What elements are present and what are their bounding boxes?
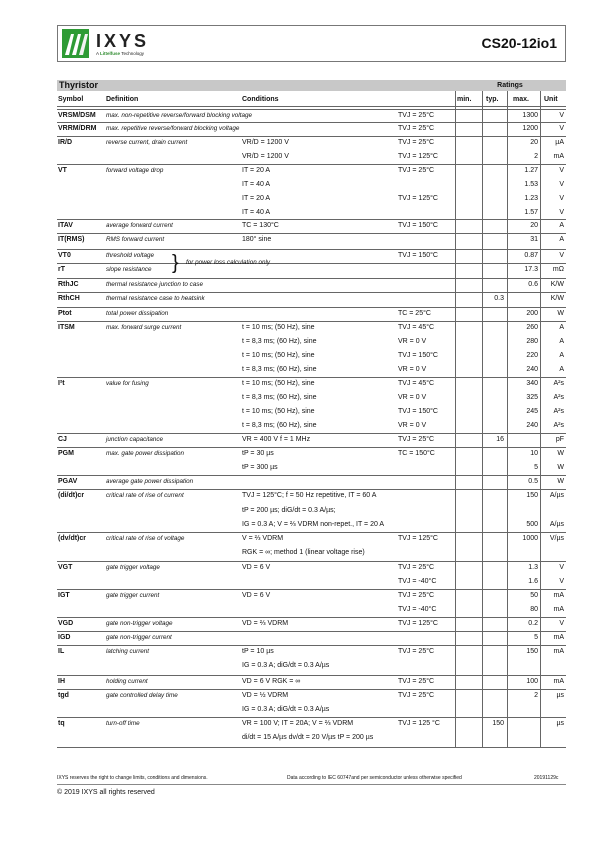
col-typ: typ. (486, 96, 499, 103)
row-definition: slope resistance (106, 266, 152, 273)
row-max: 500 (526, 521, 538, 528)
row-condition: V = ⅔ VDRM (242, 535, 284, 542)
row-condition: tP = 10 µs (242, 648, 274, 655)
row-definition: total power dissipation (106, 310, 169, 317)
row-symbol: VT (58, 167, 67, 174)
row-max: 2 (534, 153, 538, 160)
row-condition: tP = 30 µs (242, 450, 274, 457)
row-divider (57, 532, 566, 533)
row-symbol: IT(RMS) (58, 236, 85, 243)
row-divider (57, 489, 566, 490)
row-unit: mA (553, 606, 564, 613)
row-symbol: ITSM (58, 324, 75, 331)
row-max: 0.87 (524, 252, 538, 259)
row-condition-2: TVJ = 125°C (398, 153, 438, 160)
row-divider (57, 475, 566, 476)
column-divider (507, 91, 508, 747)
row-definition: max. non-repetitive reverse/forward blocking voltage (106, 112, 252, 119)
row-unit: pF (555, 436, 564, 443)
row-divider (57, 292, 566, 293)
row-symbol: VGT (58, 564, 73, 571)
row-definition: max. gate power dissipation (106, 450, 185, 457)
row-unit: A (559, 366, 564, 373)
row-divider (57, 321, 566, 322)
row-unit: µA (555, 139, 564, 146)
row-condition: VR/D = 1200 V (242, 153, 289, 160)
row-divider (57, 307, 566, 308)
row-unit: A²s (553, 394, 564, 401)
row-symbol: IH (58, 678, 65, 685)
row-max: 1.27 (524, 167, 538, 174)
row-max: 325 (526, 394, 538, 401)
row-unit: A (559, 222, 564, 229)
row-condition-2: TVJ = 25°C (398, 436, 435, 443)
row-max: 1.57 (524, 209, 538, 216)
row-divider (57, 689, 566, 690)
row-divider (57, 233, 566, 234)
row-symbol: PGAV (58, 478, 78, 485)
row-unit: K/W (550, 295, 564, 302)
row-condition: VD = ⅔ VDRM (242, 620, 289, 627)
row-condition: IG = 0.3 A; V = ⅔ VDRM non-repet., IT = 20 A (242, 521, 385, 528)
row-unit: A (559, 324, 564, 331)
row-divider (57, 561, 566, 562)
row-divider (57, 589, 566, 590)
row-max: 260 (526, 324, 538, 331)
row-unit: V (559, 112, 564, 119)
row-max: 1200 (522, 125, 538, 132)
row-unit: V (559, 578, 564, 585)
row-definition: threshold voltage (106, 252, 154, 259)
row-unit: A/µs (549, 492, 564, 499)
row-max: 0.5 (528, 478, 538, 485)
row-condition: IG = 0.3 A; diG/dt = 0.3 A/µs (242, 662, 330, 669)
table-border (57, 106, 566, 107)
row-symbol: IR/D (58, 139, 72, 146)
brand-name: IXYS (96, 31, 150, 51)
row-divider (57, 164, 566, 165)
row-divider (57, 109, 566, 110)
header (57, 25, 566, 62)
row-symbol: (dv/dt)cr (58, 535, 86, 542)
table-border (57, 747, 566, 748)
footer-disclaimer: IXYS reserves the right to change limits, conditions and dimensions. (57, 775, 208, 781)
row-condition-2: TVJ = 25°C (398, 167, 435, 174)
row-condition-2: TVJ = 45°C (398, 380, 435, 387)
row-max: 1.23 (524, 195, 538, 202)
row-condition: t = 8,3 ms; (60 Hz), sine (242, 422, 317, 429)
row-divider (57, 675, 566, 676)
row-max: 0.6 (528, 281, 538, 288)
row-symbol: tq (58, 720, 65, 727)
row-unit: A²s (553, 380, 564, 387)
row-max: 150 (526, 492, 538, 499)
row-condition: IG = 0.3 A; diG/dt = 0.3 A/µs (242, 706, 330, 713)
row-unit: V (559, 620, 564, 627)
row-condition: t = 10 ms; (50 Hz), sine (242, 380, 315, 387)
row-definition: gate non-trigger current (106, 634, 172, 641)
row-condition-2: TVJ = 25°C (398, 564, 435, 571)
row-unit: mΩ (552, 266, 564, 273)
row-max: 200 (526, 310, 538, 317)
row-unit: W (557, 310, 564, 317)
row-condition-2: TVJ = 150°C (398, 252, 438, 259)
row-unit: µs (556, 692, 564, 699)
row-condition-2: TVJ = 25°C (398, 112, 435, 119)
row-condition-2: TVJ = 25°C (398, 125, 435, 132)
row-divider (57, 219, 566, 220)
col-min: min. (457, 96, 472, 103)
row-symbol: RthCH (58, 295, 80, 302)
row-symbol: IGT (58, 592, 70, 599)
row-unit: K/W (550, 281, 564, 288)
col-unit: Unit (544, 96, 558, 103)
row-max: 1.6 (528, 578, 538, 585)
row-condition: t = 8,3 ms; (60 Hz), sine (242, 338, 317, 345)
row-max: 1300 (522, 112, 538, 119)
row-condition-2: TVJ = 25°C (398, 592, 435, 599)
row-unit: V/µs (549, 535, 564, 542)
row-condition: IT = 20 A (242, 167, 271, 174)
footer-code: 20191129c (534, 775, 559, 781)
row-unit: A (559, 352, 564, 359)
row-condition: tP = 200 µs; diG/dt = 0.3 A/µs; (242, 507, 336, 514)
row-typ: 150 (492, 720, 504, 727)
row-divider (57, 136, 566, 137)
row-symbol: ITAV (58, 222, 73, 229)
row-max: 20 (530, 139, 538, 146)
row-condition: VD = ½ VDRM (242, 692, 289, 699)
row-definition: average forward current (106, 222, 173, 229)
col-max: max. (513, 96, 529, 103)
row-max: 1.3 (528, 564, 538, 571)
row-condition-2: TVJ = 25°C (398, 139, 435, 146)
row-unit: W (557, 450, 564, 457)
row-symbol: CJ (58, 436, 67, 443)
row-divider (57, 278, 566, 279)
row-condition: t = 10 ms; (50 Hz), sine (242, 408, 315, 415)
row-definition: value for fusing (106, 380, 149, 387)
row-definition: junction capacitance (106, 436, 164, 443)
row-definition: gate non-trigger voltage (106, 620, 173, 627)
row-unit: mA (553, 153, 564, 160)
row-max: 50 (530, 592, 538, 599)
row-symbol: Ptot (58, 310, 72, 317)
row-unit: µs (556, 720, 564, 727)
row-condition: RGK = ∞; method 1 (linear voltage rise) (242, 549, 365, 556)
col-symbol: Symbol (58, 96, 84, 103)
row-condition-2: TC = 150°C (398, 450, 435, 457)
ixys-logo-icon (62, 29, 89, 58)
row-condition: tP = 300 µs (242, 464, 278, 471)
row-unit: A²s (553, 408, 564, 415)
row-definition: max. repetitive reverse/forward blocking voltage (106, 125, 240, 132)
row-condition-2: VR = 0 V (398, 422, 427, 429)
row-symbol: VRRM/DRM (58, 125, 97, 132)
row-symbol: (di/dt)cr (58, 492, 85, 499)
row-max: 150 (526, 648, 538, 655)
row-divider (57, 263, 566, 264)
row-condition: t = 10 ms; (50 Hz), sine (242, 324, 315, 331)
row-definition: thermal resistance junction to case (106, 281, 203, 288)
row-symbol: RthJC (58, 281, 79, 288)
row-unit: mA (553, 634, 564, 641)
row-max: 245 (526, 408, 538, 415)
col-definition: Definition (106, 96, 139, 103)
row-definition: max. forward surge current (106, 324, 182, 331)
row-condition-2: TC = 25°C (398, 310, 431, 317)
row-max: 20 (530, 222, 538, 229)
row-definition: turn-off time (106, 720, 140, 727)
row-condition: 180° sine (242, 236, 272, 243)
row-max: 1.53 (524, 181, 538, 188)
row-unit: A (559, 236, 564, 243)
row-condition-2: VR = 0 V (398, 394, 427, 401)
row-unit: V (559, 252, 564, 259)
row-symbol: IL (58, 648, 65, 655)
brace: } (172, 252, 179, 274)
column-divider (455, 91, 456, 747)
row-symbol: IGD (58, 634, 71, 641)
row-divider (57, 617, 566, 618)
row-condition-2: VR = 0 V (398, 366, 427, 373)
row-typ: 16 (496, 436, 504, 443)
row-divider (57, 433, 566, 434)
row-unit: V (559, 564, 564, 571)
row-condition-2: TVJ = 150°C (398, 408, 438, 415)
brand-tagline: A Littelfuse Technology (96, 51, 144, 56)
row-divider (57, 447, 566, 448)
row-definition: gate trigger voltage (106, 564, 160, 571)
row-condition: VD = 6 V (242, 592, 271, 599)
row-max: 340 (526, 380, 538, 387)
row-definition: reverse current, drain current (106, 139, 188, 146)
row-condition: t = 10 ms; (50 Hz), sine (242, 352, 315, 359)
row-condition-2: TVJ = -40°C (398, 606, 437, 613)
part-number: CS20-12io1 (481, 35, 557, 51)
footer-standard: Data according to IEC 60747and per semiconductor unless otherwise specified (287, 775, 462, 781)
row-unit: V (559, 195, 564, 202)
row-unit: A/µs (549, 521, 564, 528)
row-definition: critical rate of rise of current (106, 492, 184, 499)
row-symbol: rT (58, 266, 65, 273)
row-definition: latching current (106, 648, 150, 655)
row-condition-2: TVJ = 25°C (398, 692, 435, 699)
row-unit: W (557, 464, 564, 471)
row-condition: TC = 130°C (242, 222, 279, 229)
row-max: 220 (526, 352, 538, 359)
row-definition: holding current (106, 678, 148, 685)
row-condition-2: TVJ = 125 °C (398, 720, 440, 727)
row-max: 80 (530, 606, 538, 613)
row-divider (57, 377, 566, 378)
row-condition-2: TVJ = 45°C (398, 324, 435, 331)
row-condition: IT = 20 A (242, 195, 271, 202)
row-condition: VD = 6 V RGK = ∞ (242, 678, 301, 685)
row-condition-2: TVJ = -40°C (398, 578, 437, 585)
ratings-label: Ratings (497, 82, 523, 89)
row-divider (57, 122, 566, 123)
row-condition-2: TVJ = 25°C (398, 678, 435, 685)
row-definition: gate controlled delay time (106, 692, 178, 699)
column-divider (482, 91, 483, 747)
row-symbol: VGD (58, 620, 74, 627)
row-divider (57, 645, 566, 646)
row-condition-2: TVJ = 125°C (398, 620, 438, 627)
row-unit: V (559, 167, 564, 174)
row-definition: gate trigger current (106, 592, 160, 599)
row-unit: V (559, 209, 564, 216)
row-max: 100 (526, 678, 538, 685)
row-unit: mA (553, 678, 564, 685)
row-condition-2: VR = 0 V (398, 338, 427, 345)
row-definition: critical rate of rise of voltage (106, 535, 185, 542)
row-condition: t = 8,3 ms; (60 Hz), sine (242, 394, 317, 401)
row-unit: W (557, 478, 564, 485)
row-divider (57, 631, 566, 632)
row-max: 10 (530, 450, 538, 457)
row-max: 31 (530, 236, 538, 243)
row-max: 0.2 (528, 620, 538, 627)
footer-divider (57, 784, 566, 785)
row-condition-2: TVJ = 150°C (398, 222, 438, 229)
row-max: 1000 (522, 535, 538, 542)
row-divider (57, 717, 566, 718)
row-definition: thermal resistance case to heatsink (106, 295, 205, 302)
col-conditions: Conditions (242, 96, 279, 103)
row-max: 2 (534, 692, 538, 699)
row-max: 17.3 (524, 266, 538, 273)
row-unit: V (559, 125, 564, 132)
row-symbol: PGM (58, 450, 74, 457)
row-unit: A (559, 338, 564, 345)
row-condition: TVJ = 125°C; f = 50 Hz repetitive, IT = 60 A (242, 492, 377, 499)
row-max: 280 (526, 338, 538, 345)
row-max: 240 (526, 422, 538, 429)
column-divider (540, 91, 541, 747)
row-max: 240 (526, 366, 538, 373)
row-divider (57, 249, 566, 250)
row-condition: di/dt = 15 A/µs dv/dt = 20 V/µs tP = 200 µs (242, 734, 374, 741)
row-definition: average gate power dissipation (106, 478, 194, 485)
row-unit: A²s (553, 422, 564, 429)
row-symbol: I²t (58, 380, 65, 387)
row-condition-2: TVJ = 25°C (398, 648, 435, 655)
row-condition: IT = 40 A (242, 209, 271, 216)
row-condition-2: TVJ = 150°C (398, 352, 438, 359)
power-loss-note: for power loss calculation only (186, 259, 270, 266)
row-symbol: tgd (58, 692, 69, 699)
row-condition: VR = 400 V f = 1 MHz (242, 436, 311, 443)
row-unit: V (559, 181, 564, 188)
row-unit: mA (553, 592, 564, 599)
row-condition-2: TVJ = 125°C (398, 535, 438, 542)
row-condition: IT = 40 A (242, 181, 271, 188)
row-condition: VD = 6 V (242, 564, 271, 571)
row-condition: VR = 100 V; IT = 20A; V = ⅔ VDRM (242, 720, 354, 727)
row-typ: 0.3 (494, 295, 504, 302)
row-condition: VR/D = 1200 V (242, 139, 289, 146)
row-definition: RMS forward current (106, 236, 165, 243)
row-unit: mA (553, 648, 564, 655)
section-title: Thyristor (59, 80, 99, 90)
row-max: 5 (534, 634, 538, 641)
footer-copyright: © 2019 IXYS all rights reserved (57, 789, 155, 796)
row-symbol: VRSM/DSM (58, 112, 96, 119)
row-symbol: VT0 (58, 252, 71, 259)
row-max: 5 (534, 464, 538, 471)
row-condition: t = 8,3 ms; (60 Hz), sine (242, 366, 317, 373)
row-condition-2: TVJ = 125°C (398, 195, 438, 202)
row-definition: forward voltage drop (106, 167, 164, 174)
